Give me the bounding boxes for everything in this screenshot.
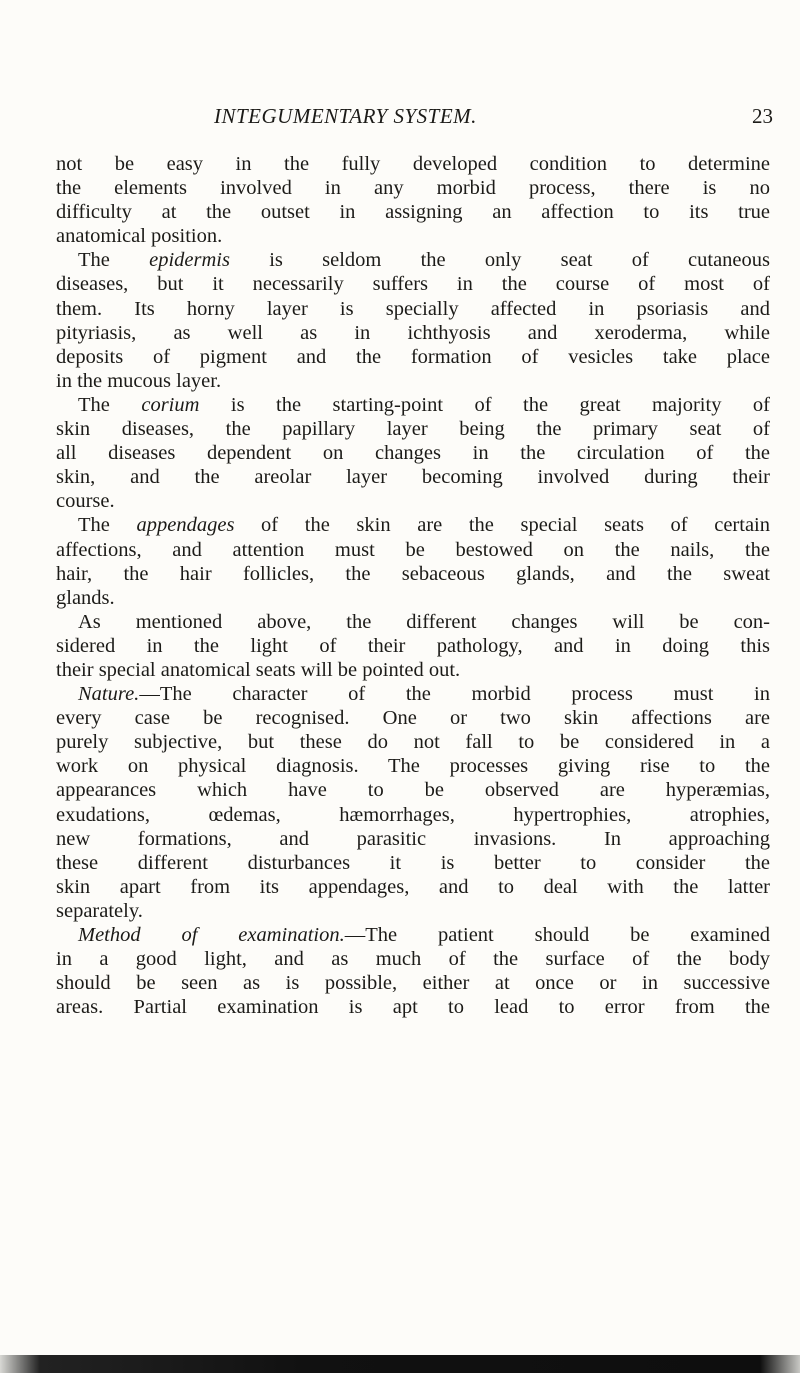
line-text: in a good light, and as much of the surface of the body	[56, 948, 770, 971]
line-text: difficulty at the outset in assigning an affection to its true	[56, 201, 770, 224]
paragraph	[56, 152, 770, 248]
paragraph	[56, 923, 770, 1019]
line-text: As mentioned above, the different changes will be con-	[78, 610, 770, 633]
line-text: sidered in the light of their pathology, and in doing this	[56, 634, 770, 657]
line-lead: The	[78, 249, 150, 272]
line-text: these different disturbances it is better to consider the	[56, 851, 770, 874]
text-line	[56, 248, 770, 272]
paragraph	[56, 393, 770, 513]
line-text: new formations, and parasitic invasions. In approaching	[56, 827, 770, 850]
paragraph	[56, 248, 770, 393]
line-text: skin apart from its appendages, and to deal with the latter	[56, 875, 770, 898]
text-line	[56, 345, 770, 369]
line-text: of the skin are the special seats of certain	[234, 514, 771, 537]
text-line	[56, 152, 770, 176]
text-line	[56, 730, 770, 754]
italic-term: corium	[141, 393, 200, 416]
text-line	[56, 538, 770, 562]
paragraph	[56, 610, 770, 682]
line-text: work on physical diagnosis. The processes giving rise to the	[56, 755, 770, 778]
line-lead: The	[78, 514, 137, 537]
line-text: in the mucous layer.	[56, 369, 222, 392]
text-line	[56, 489, 770, 513]
text-line	[56, 465, 770, 489]
line-text: —The character of the morbid process must in	[139, 683, 770, 706]
text-line	[56, 441, 770, 465]
text-line	[56, 321, 770, 345]
text-line	[56, 827, 770, 851]
scan-edge	[0, 1355, 800, 1373]
line-text: anatomical position.	[56, 225, 223, 248]
line-text: all diseases dependent on changes in the circulation of the	[56, 442, 770, 465]
text-line	[56, 369, 770, 393]
line-text: deposits of pigment and the formation of vesicles take place	[56, 345, 770, 368]
line-text: separately.	[56, 899, 143, 922]
italic-term: epidermis	[149, 249, 230, 272]
text-line	[56, 682, 770, 706]
line-text: course.	[56, 490, 115, 513]
line-text: is seldom the only seat of cutaneous	[229, 249, 770, 272]
line-text: diseases, but it necessarily suffers in the course of most of	[56, 273, 770, 296]
line-text: pityriasis, as well as in ichthyosis and xeroderma, while	[56, 321, 770, 344]
text-line	[56, 995, 770, 1019]
page-header	[0, 104, 800, 134]
text-line	[56, 176, 770, 200]
line-text: them. Its horny layer is specially affected in psoriasis and	[56, 297, 770, 320]
text-line	[56, 562, 770, 586]
body-text	[56, 152, 770, 1019]
text-line	[56, 272, 770, 296]
line-text: should be seen as is possible, either at once or in successive	[56, 972, 770, 995]
text-line	[56, 923, 770, 947]
line-text: hair, the hair follicles, the sebaceous glands, and the sweat	[56, 562, 770, 585]
line-text: not be easy in the fully developed condition to determine	[56, 153, 770, 175]
text-line	[56, 947, 770, 971]
text-line	[56, 586, 770, 610]
text-line	[56, 224, 770, 248]
line-text: affections, and attention must be bestowed on the nails, the	[56, 538, 770, 561]
text-line	[56, 754, 770, 778]
italic-term: Method of examination.	[78, 924, 345, 946]
text-line	[56, 634, 770, 658]
text-line	[56, 417, 770, 441]
italic-term: Nature.	[78, 683, 140, 706]
line-text: exudations, œdemas, hæmorrhages, hypertrophies, atrophies,	[56, 803, 770, 826]
line-text: —The patient should be examined	[344, 924, 770, 946]
text-line	[56, 778, 770, 802]
line-text: every case be recognised. One or two skin affections are	[56, 707, 770, 730]
text-line	[56, 513, 770, 537]
text-line	[56, 393, 770, 417]
text-line	[56, 706, 770, 730]
line-text: glands.	[56, 586, 115, 609]
page-number: 23	[752, 104, 773, 128]
line-lead: The	[78, 393, 142, 416]
paragraph	[56, 513, 770, 609]
line-text: appearances which have to be observed are hyperæmias,	[56, 779, 770, 802]
line-text: skin diseases, the papillary layer being the primary seat of	[56, 418, 770, 441]
text-line	[56, 971, 770, 995]
line-text: is the starting-point of the great majority of	[199, 393, 770, 416]
text-line	[56, 803, 770, 827]
text-line	[56, 875, 770, 899]
italic-term: appendages	[136, 514, 235, 537]
text-line	[56, 200, 770, 224]
line-text: their special anatomical seats will be pointed out.	[56, 658, 461, 681]
line-text: the elements involved in any morbid process, there is no	[56, 177, 770, 200]
line-text: areas. Partial examination is apt to lead to error from the	[56, 996, 770, 1019]
text-line	[56, 899, 770, 923]
paragraph	[56, 682, 770, 923]
running-head: INTEGUMENTARY SYSTEM.	[214, 104, 477, 128]
text-line	[56, 658, 770, 682]
line-text: skin, and the areolar layer becoming involved during their	[56, 466, 770, 489]
text-line	[56, 851, 770, 875]
line-text: purely subjective, but these do not fall to be considered in a	[56, 731, 770, 754]
text-line	[56, 610, 770, 634]
text-line	[56, 297, 770, 321]
